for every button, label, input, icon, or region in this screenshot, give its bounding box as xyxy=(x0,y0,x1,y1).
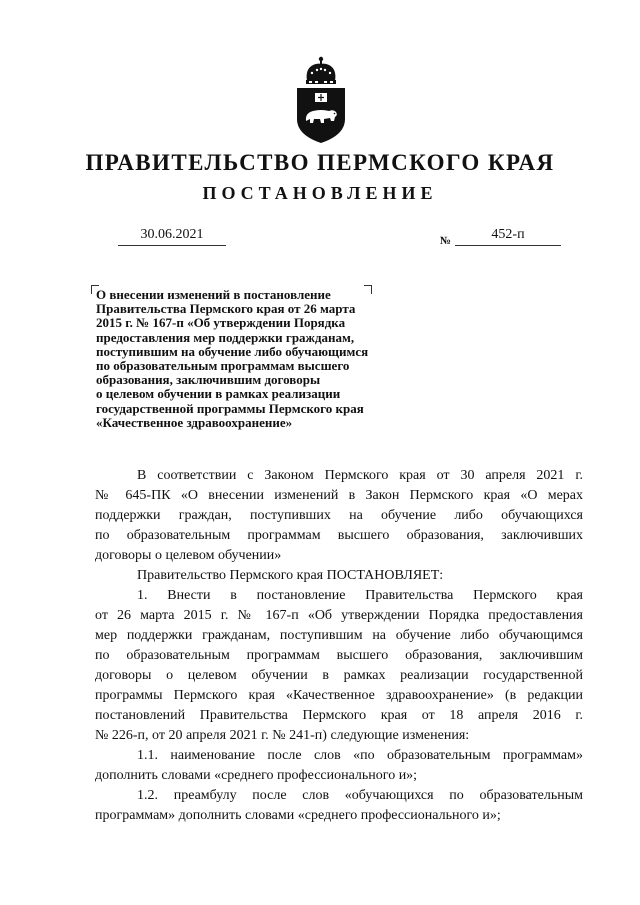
text-line: программы Пермского края «Качественное здравоохранение» (в редакции xyxy=(95,688,583,703)
text-line: мер поддержки гражданам, поступившим на обучение либо обучающимся xyxy=(95,628,583,643)
text-line: по образовательным программам высшего образования, заключивших xyxy=(95,528,583,543)
subject-line: образования, заключившим договоры xyxy=(96,372,321,388)
text-line: от 26 марта 2015 г. № 167-п «Об утверждении Порядка предоставления xyxy=(95,608,583,623)
text-line: В соответствии с Законом Пермского края от 30 апреля 2021 г. xyxy=(137,468,583,483)
subject-line: предоставления мер поддержки гражданам, xyxy=(96,329,355,345)
subject-line: «Качественное здравоохранение» xyxy=(96,414,293,430)
subject-line: 2015 г. № 167-п «Об утверждении Порядка xyxy=(96,315,346,331)
text-line: договоры о целевом обучении в рамках реализации государственной xyxy=(95,668,583,683)
subject-heading xyxy=(96,288,368,430)
text-line: поддержки граждан, поступивших на обучение либо обучающихся xyxy=(95,508,583,523)
number-sign: № xyxy=(440,235,452,247)
government-title: ПРАВИТЕЛЬСТВО ПЕРМСКОГО КРАЯ xyxy=(85,150,555,175)
paragraph-decree: Правительство Пермского края ПОСТАНОВЛЯЕТ: xyxy=(137,568,444,583)
document-date: 30.06.2021 xyxy=(118,227,226,246)
text-line: 1.2. преамбулу после слов «обучающихся по образовательным xyxy=(137,788,583,803)
text-line: программам» дополнить словами «среднего профессионального и»; xyxy=(95,808,501,823)
document-number: 452-п xyxy=(455,227,561,246)
coat-of-arms-icon xyxy=(291,55,351,145)
subject-line: о целевом обучении в рамках реализации xyxy=(96,386,341,402)
document-type: ПОСТАНОВЛЕНИЕ xyxy=(202,183,438,203)
text-line: по образовательным программам высшего образования, заключившим xyxy=(95,648,583,663)
text-line: № 645-ПК «О внесении изменений в Закон Пермского края «О мерах xyxy=(95,488,583,503)
subject-line: О внесении изменений в постановление xyxy=(96,287,331,302)
document-body xyxy=(95,466,583,826)
paragraph-item-1 xyxy=(95,586,583,746)
text-line: договоры о целевом обучении» xyxy=(95,548,282,563)
paragraph-item-1-1 xyxy=(95,746,583,786)
paragraph-item-1-2 xyxy=(95,786,583,826)
subject-line: поступившим на обучение либо обучающимся xyxy=(96,343,369,359)
text-line: 1.1. наименование после слов «по образовательным программам» xyxy=(137,748,583,763)
text-line: дополнить словами «среднего профессионального и»; xyxy=(95,768,418,783)
paragraph-preamble xyxy=(95,466,583,566)
subject-line: по образовательным программам высшего xyxy=(96,358,350,374)
text-line: 1. Внести в постановление Правительства Пермского края xyxy=(137,588,583,603)
subject-line: Правительства Пермского края от 26 марта xyxy=(96,301,356,317)
text-line: № 226-п, от 20 апреля 2021 г. № 241-п) следующие изменения: xyxy=(95,728,470,743)
subject-line: государственной программы Пермского края xyxy=(96,400,364,416)
text-line: постановлений Правительства Пермского края от 18 апреля 2016 г. xyxy=(95,708,583,723)
